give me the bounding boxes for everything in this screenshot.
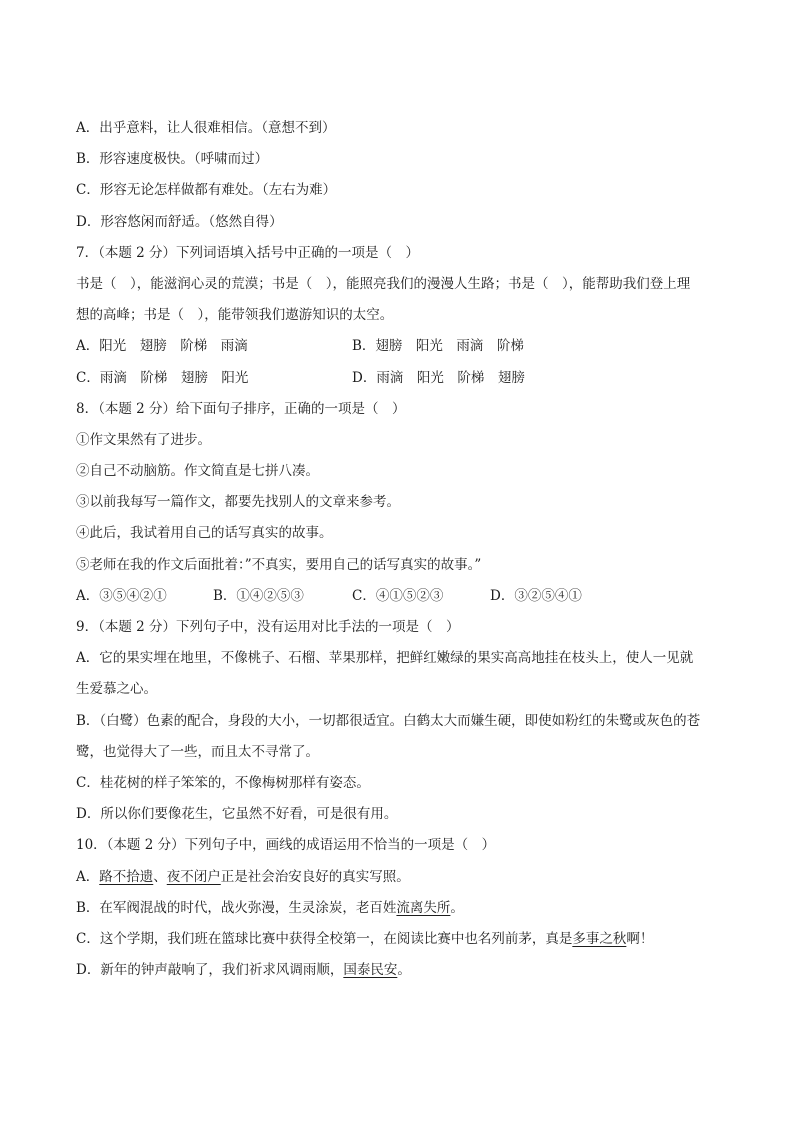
option-d: D．所以你们要像花生，它虽然不好看，可是很有用。 — [76, 806, 398, 823]
page-content — [76, 113, 736, 986]
option-a: A．阳光 翅膀 阶梯 雨滴 — [76, 338, 248, 355]
options-row — [76, 581, 736, 612]
option-text: 。 — [397, 962, 411, 979]
option-label: C． — [76, 930, 100, 947]
option-c: C．雨滴 阶梯 翅膀 阳光 — [76, 369, 249, 386]
option-c — [76, 924, 736, 955]
underlined-idiom: 多事之秋 — [572, 930, 627, 947]
passage-line: 书是（ ），能滋润心灵的荒漠；书是（ ），能照亮我们的漫漫人生路；书是（ ），能帮助我们登上理 — [76, 275, 691, 292]
option-line: C．形容无论怎样做都有难处。（左右为难） — [76, 182, 337, 199]
option-text: 正是社会治安良好的真实写照。 — [220, 868, 410, 885]
underlined-idiom: 路不拾遗 — [99, 868, 154, 885]
option-b — [76, 893, 736, 924]
underlined-idiom: 夜不闭户 — [166, 868, 221, 885]
option-d — [76, 955, 736, 986]
option-line: B．形容速度极快。（呼啸而过） — [76, 151, 269, 168]
options-row — [76, 363, 736, 394]
option-b: B．翅膀 阳光 雨滴 阶梯 — [352, 338, 524, 355]
option-b-continued: 鹭，也觉得大了一些，而且太不寻常了。 — [76, 743, 319, 760]
option-text: 新年的钟声敲响了，我们祈求风调雨顺， — [100, 962, 344, 979]
option-d: D．雨滴 阳光 阶梯 翅膀 — [352, 369, 525, 386]
underlined-idiom: 国泰民安 — [343, 962, 398, 979]
option-a — [76, 862, 736, 893]
option-c: C．④①⑤②③ — [352, 587, 444, 604]
option-line: D．形容悠闲而舒适。（悠然自得） — [76, 213, 283, 230]
options-row — [76, 331, 736, 362]
option-text: 在军阀混战的时代，战火弥漫，生灵涂炭，老百姓 — [99, 899, 397, 916]
option-label: D． — [76, 962, 101, 979]
option-label: B． — [76, 899, 100, 916]
option-a: A．③⑤④②① — [76, 587, 167, 604]
question-stem-7: 7．（本题 2 分）下列词语填入括号中正确的一项是（ ） — [76, 244, 420, 261]
option-text: 。 — [450, 899, 464, 916]
option-c: C．桂花树的样子笨笨的，不像梅树那样有姿态。 — [76, 774, 370, 791]
sentence-line: ②自己不动脑筋。作文简直是七拼八凑。 — [76, 463, 319, 480]
option-b: B．（白鹭）色素的配合，身段的大小，一切都很适宜。白鹤太大而嫌生硬，即使如粉红的朱鹭或灰色的苍 — [76, 712, 701, 729]
option-text: 、 — [153, 868, 167, 885]
underlined-idiom: 流离失所 — [396, 899, 451, 916]
option-text: 这个学期，我们班在篮球比赛中获得全校第一，在阅读比赛中也名列前茅，真是 — [99, 930, 573, 947]
option-text: 啊！ — [626, 930, 654, 947]
question-stem-8: 8．（本题 2 分）给下面句子排序，正确的一项是（ ） — [76, 400, 406, 417]
sentence-line: ④此后，我试着用自己的话写真实的故事。 — [76, 525, 333, 542]
passage-line: 想的高峰；书是（ ），能带领我们遨游知识的太空。 — [76, 307, 394, 324]
option-label: A． — [76, 868, 100, 885]
option-a: A．它的果实埋在地里，不像桃子、石榴、苹果那样，把鲜红嫩绿的果实高高地挂在枝头上，使人一见就 — [76, 650, 694, 667]
sentence-line: ①作文果然有了进步。 — [76, 431, 211, 448]
sentence-line: ③以前我每写一篇作文，都要先找别人的文章来参考。 — [76, 494, 400, 511]
sentence-line: ⑤老师在我的作文后面批着：”不真实，要用自己的话写真实的故事。” — [76, 556, 482, 573]
question-stem-10: 10．（本题 2 分）下列句子中，画线的成语运用不恰当的一项是（ ） — [76, 837, 496, 854]
option-d: D．③②⑤④① — [490, 587, 582, 604]
question-stem-9: 9．（本题 2 分）下列句子中，没有运用对比手法的一项是（ ） — [76, 619, 460, 635]
option-line: A．出乎意料，让人很难相信。（意想不到） — [76, 120, 336, 136]
option-b: B．①④②⑤③ — [213, 587, 304, 604]
option-a-continued: 生爱慕之心。 — [76, 681, 157, 698]
